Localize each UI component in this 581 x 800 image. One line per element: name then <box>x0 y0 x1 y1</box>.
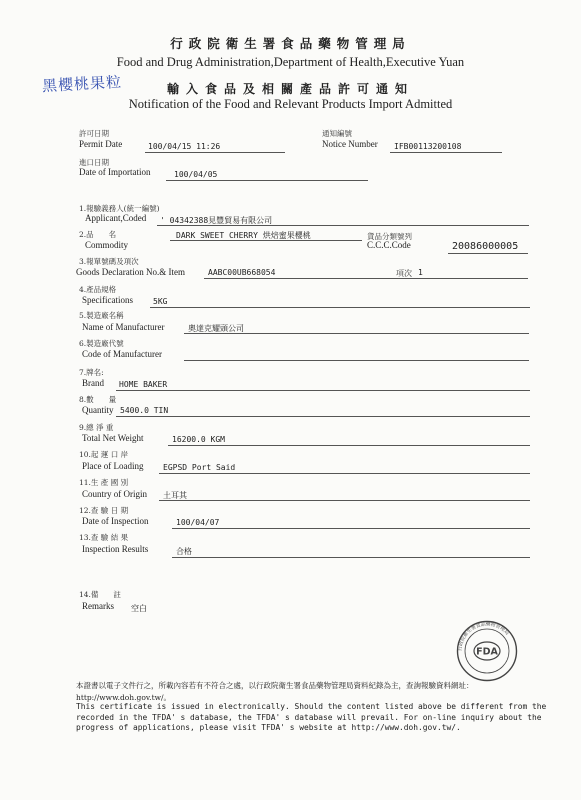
weight-label-zh: 9.總 淨 重 <box>79 423 114 432</box>
manufacturer-line <box>184 333 529 334</box>
brand-label-zh: 7.牌名: <box>79 368 104 377</box>
quantity-label-zh: 8.數 量 <box>79 395 117 404</box>
inspection-date-line <box>172 528 530 529</box>
inspection-date-label-zh: 12.查 驗 日 期 <box>79 506 129 515</box>
permit-date-label-zh: 許可日期 <box>79 129 109 138</box>
weight-label-en: Total Net Weight <box>82 433 144 443</box>
notice-number-line <box>390 152 502 153</box>
import-date-label-en: Date of Importation <box>79 167 151 177</box>
loading-value: EGPSD Port Said <box>163 463 236 472</box>
commodity-line <box>170 240 362 241</box>
notice-title-zh: 輸入食品及相關產品許可通知 <box>166 82 414 96</box>
declaration-label-en: Goods Declaration No.& Item <box>76 267 185 277</box>
declaration-line <box>204 278 528 279</box>
permit-date-line <box>145 152 285 153</box>
commodity-value: DARK SWEET CHERRY 烘焙蜜果櫻桃 <box>176 231 311 240</box>
mfr-code-line <box>184 360 529 361</box>
notice-number-label-en: Notice Number <box>322 139 378 149</box>
results-value: 合格 <box>176 547 192 556</box>
results-label-zh: 13.查 驗 結 果 <box>79 533 129 542</box>
inspection-date-value: 100/04/07 <box>176 518 220 527</box>
weight-value: 16200.0 KGM <box>172 435 225 444</box>
results-line <box>172 557 530 558</box>
loading-label-en: Place of Loading <box>82 461 144 471</box>
declaration-label-zh: 3.報單號碼及項次 <box>79 257 139 266</box>
notice-number-label-zh: 通知編號 <box>322 129 352 138</box>
ccc-label-en: C.C.C.Code <box>367 240 411 250</box>
loading-line <box>159 473 530 474</box>
remarks-label-zh: 14.備 註 <box>79 590 121 599</box>
footer-note-zh: 本證書以電子文件行之，所載內容若有不符合之處，以行政院衛生署食品藥物管理局資料紀錄為主，查詢報驗資料網址：http://www.doh.gov.tw/。 <box>76 681 474 702</box>
spec-label-en: Specifications <box>82 295 133 305</box>
applicant-label-en: Applicant,Coded <box>85 213 147 223</box>
results-label-en: Inspection Results <box>82 544 149 554</box>
fda-seal-ring-text: 行政院衛生署食品藥物管理局 <box>458 622 510 652</box>
item-value: 1 <box>418 268 423 277</box>
manufacturer-value: 奧達克耀頭公司 <box>188 324 244 333</box>
quantity-line <box>116 416 530 417</box>
ccc-label-zh: 貨品分類號列 <box>367 232 412 241</box>
brand-line <box>116 390 530 391</box>
applicant-line <box>157 225 529 226</box>
import-date-line <box>166 180 368 181</box>
manufacturer-label-zh: 5.製造廠名稱 <box>79 311 124 320</box>
handwritten-note: 黑櫻桃果粒 <box>41 72 123 96</box>
spec-value: 5KG <box>153 297 168 306</box>
brand-value: HOME BAKER <box>119 380 168 389</box>
brand-label-en: Brand <box>82 378 104 388</box>
quantity-value: 5400.0 TIN <box>120 406 169 415</box>
import-date-label-zh: 進口日期 <box>79 158 109 167</box>
applicant-label-zh: 1.報驗義務人(統一編號) <box>79 204 160 213</box>
origin-line <box>159 500 530 501</box>
ccc-value: 20086000005 <box>452 241 519 252</box>
import-date-value: 100/04/05 <box>174 170 218 179</box>
mfr-code-label-en: Code of Manufacturer <box>82 349 162 359</box>
origin-value: 土耳其 <box>163 491 187 500</box>
agency-title-zh: 行政院衛生署食品藥物管理局 <box>170 36 411 51</box>
permit-date-value: 100/04/15 11:26 <box>148 142 221 151</box>
notice-title-en: Notification of the Food and Relevant Products Import Admitted <box>128 97 453 111</box>
commodity-label-en: Commodity <box>85 240 129 250</box>
loading-label-zh: 10.起 運 口 岸 <box>79 450 129 459</box>
footer-note-en: This certificate is issued in electronically. Should the content listed above be different from the recorded in the TFDA' s database, the TFDA' s database will prevail. For on-line inquiry about the progress of applications, please visit TFDA' s website at http://www.doh.gov.tw/. <box>76 702 547 732</box>
weight-line <box>168 445 530 446</box>
notice-number-value: IFB00113200108 <box>394 142 462 151</box>
agency-title-en: Food and Drug Administration,Department of Health,Executive Yuan <box>116 55 465 69</box>
spec-label-zh: 4.產品規格 <box>79 285 117 294</box>
mfr-code-label-zh: 6.製造廠代號 <box>79 339 124 348</box>
declaration-value: AABC00UB668054 <box>208 268 276 277</box>
ccc-line <box>448 253 528 254</box>
origin-label-zh: 11.生 產 國 別 <box>79 478 129 487</box>
manufacturer-label-en: Name of Manufacturer <box>82 322 165 332</box>
origin-label-en: Country of Origin <box>82 489 147 499</box>
spec-line <box>150 307 530 308</box>
remarks-label-en: Remarks <box>82 601 114 611</box>
remarks-value: 空白 <box>131 604 147 613</box>
inspection-date-label-en: Date of Inspection <box>82 516 149 526</box>
applicant-value: ' 04342388見豐貿易有限公司 <box>160 216 273 225</box>
item-label: 項次 <box>396 269 412 278</box>
fda-seal <box>456 620 518 682</box>
fda-seal-text: FDA <box>476 646 498 658</box>
commodity-label-zh: 2.品 名 <box>79 230 117 239</box>
permit-date-label-en: Permit Date <box>79 139 123 149</box>
quantity-label-en: Quantity <box>82 405 114 415</box>
